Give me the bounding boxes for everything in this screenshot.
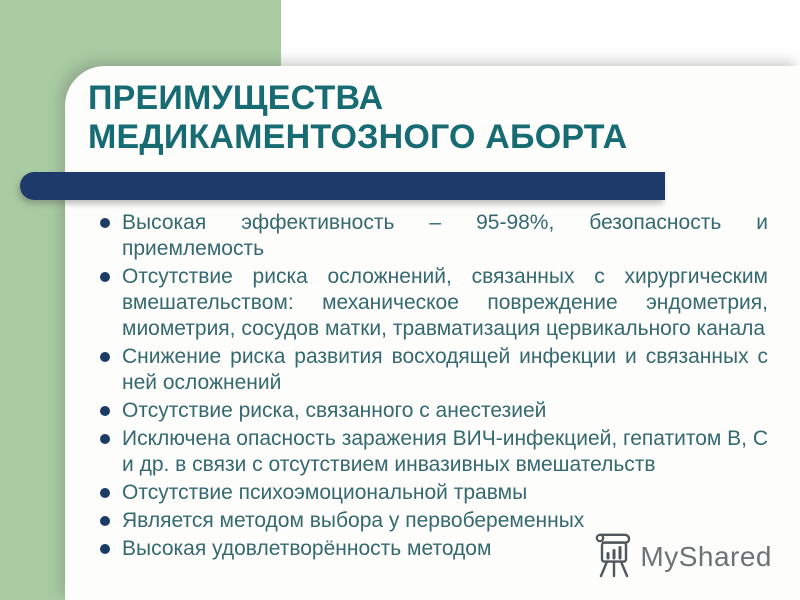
title-divider-bar xyxy=(20,172,665,200)
bullet-text: Высокая удовлетворённость методом xyxy=(122,537,492,560)
bullet-dot-icon xyxy=(100,352,110,362)
slide-title-line-2: МЕДИКАМЕНТОЗНОГО АБОРТА xyxy=(88,118,628,156)
bullet-dot-icon xyxy=(100,488,110,498)
bullet-dot-icon xyxy=(100,272,110,282)
bullet-text: Высокая эффективность – 95-98%, безопасность и приемлемость xyxy=(122,211,768,260)
bullet-dot-icon xyxy=(100,218,110,228)
myshared-watermark xyxy=(594,529,772,584)
slide-title xyxy=(88,79,627,157)
bullet-dot-icon xyxy=(100,406,110,416)
watermark-label: MyShared xyxy=(640,540,772,572)
bullet-item xyxy=(88,210,768,262)
bullet-text: Отсутствие психоэмоциональной травмы xyxy=(122,481,528,504)
bullet-text: Отсутствие риска осложнений, связанных с хирургическим вмешательством: механическое повреждение эндометрия, миометрия, сосудов матки, травматизация цервикального канала xyxy=(122,265,768,340)
bullet-text: Исключена опасность заражения ВИЧ-инфекцией, гепатитом В, С и др. в связи с отсутствием инвазивных вмешательств xyxy=(122,427,769,476)
bullet-item xyxy=(88,480,768,506)
bullet-item xyxy=(88,344,768,396)
bullet-text: Отсутствие риска, связанного с анестезией xyxy=(122,399,547,422)
flipchart-easel-icon xyxy=(594,529,634,584)
bullet-text: Является методом выбора у первобеременных xyxy=(122,509,585,532)
bullet-dot-icon xyxy=(100,544,110,554)
bullet-list xyxy=(88,210,768,564)
bullet-item xyxy=(88,426,768,478)
bullet-item xyxy=(88,398,768,424)
bullet-text: Снижение риска развития восходящей инфекции и связанных с ней осложнений xyxy=(122,345,768,394)
bullet-dot-icon xyxy=(100,516,110,526)
slide-title-line-1: ПРЕИМУЩЕСТВА xyxy=(88,79,384,117)
bullet-item xyxy=(88,264,768,342)
bullet-dot-icon xyxy=(100,434,110,444)
